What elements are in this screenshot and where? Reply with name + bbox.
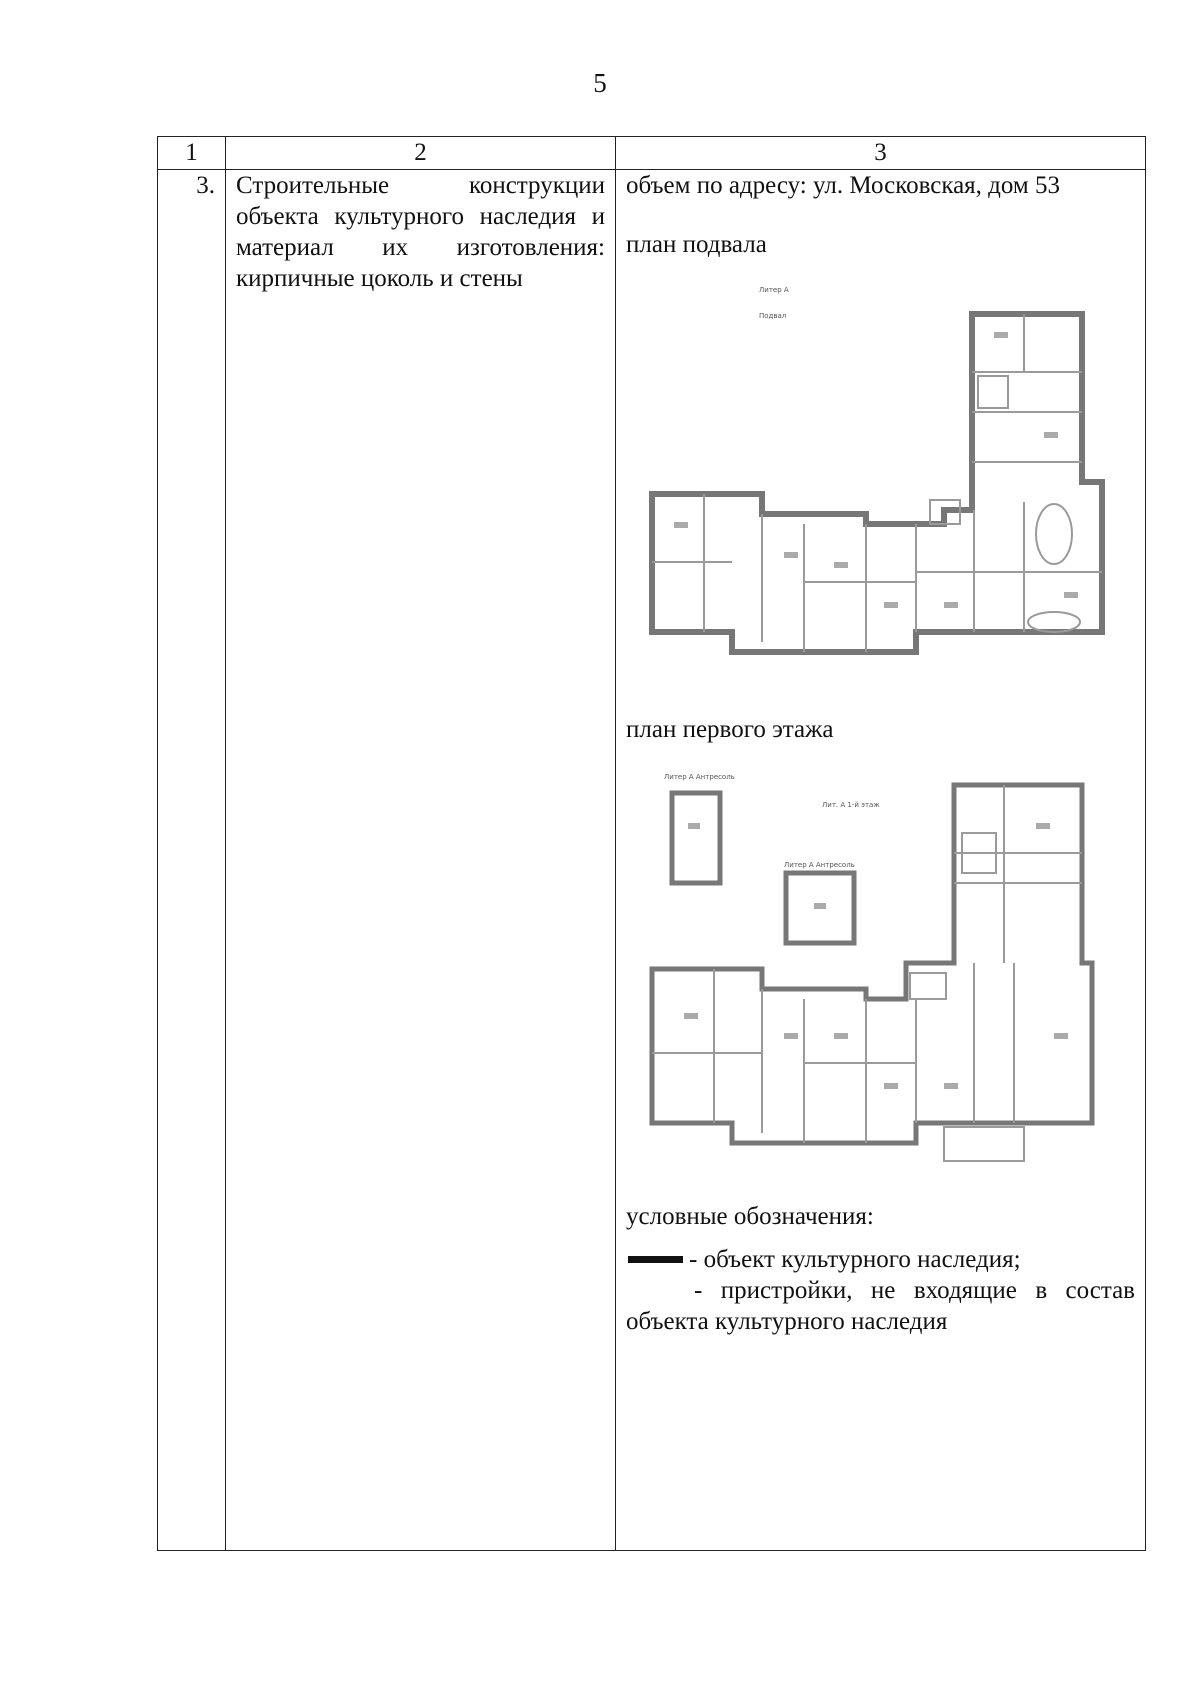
svg-text:Литер А Антресоль: Литер А Антресоль (664, 773, 735, 781)
row-content (616, 170, 1146, 1551)
legend-item-1-text: - объект культурного наследия; (689, 1246, 1021, 1273)
basement-floor-plan (644, 272, 1114, 692)
svg-text:Литер А Антресоль: Литер А Антресоль (784, 861, 855, 869)
svg-text:Лит. А 1-й этаж: Лит. А 1-й этаж (822, 801, 880, 809)
column-header-2: 2 (226, 137, 616, 170)
table-row (158, 170, 1146, 1551)
table-header-row (158, 137, 1146, 170)
first-floor-plan (644, 763, 1114, 1183)
heritage-line-swatch (628, 1256, 683, 1263)
page-number: 5 (593, 68, 607, 98)
legend-item-heritage (626, 1244, 1135, 1275)
basement-plan-label: план подвала (626, 231, 767, 258)
column-header-3: 3 (616, 137, 1146, 170)
row-description: Строительные конструкции объекта культурного наследия и материал их изготовления: кирпичные цоколь и стены (226, 170, 616, 1551)
legend-item-2-text: - пристройки, не входящие в состав объекта культурного наследия (626, 1277, 1135, 1335)
legend-title: условные обозначения: (626, 1203, 874, 1230)
svg-text:Литер А: Литер А (759, 286, 789, 294)
object-address: объем по адресу: ул. Московская, дом 53 (626, 172, 1060, 199)
legend (626, 1244, 1135, 1337)
row-number: 3. (158, 170, 226, 1551)
column-header-1: 1 (158, 137, 226, 170)
svg-text:Подвал: Подвал (759, 312, 787, 320)
heritage-table (157, 136, 1146, 1551)
first-floor-plan-label: план первого этажа (626, 716, 834, 743)
